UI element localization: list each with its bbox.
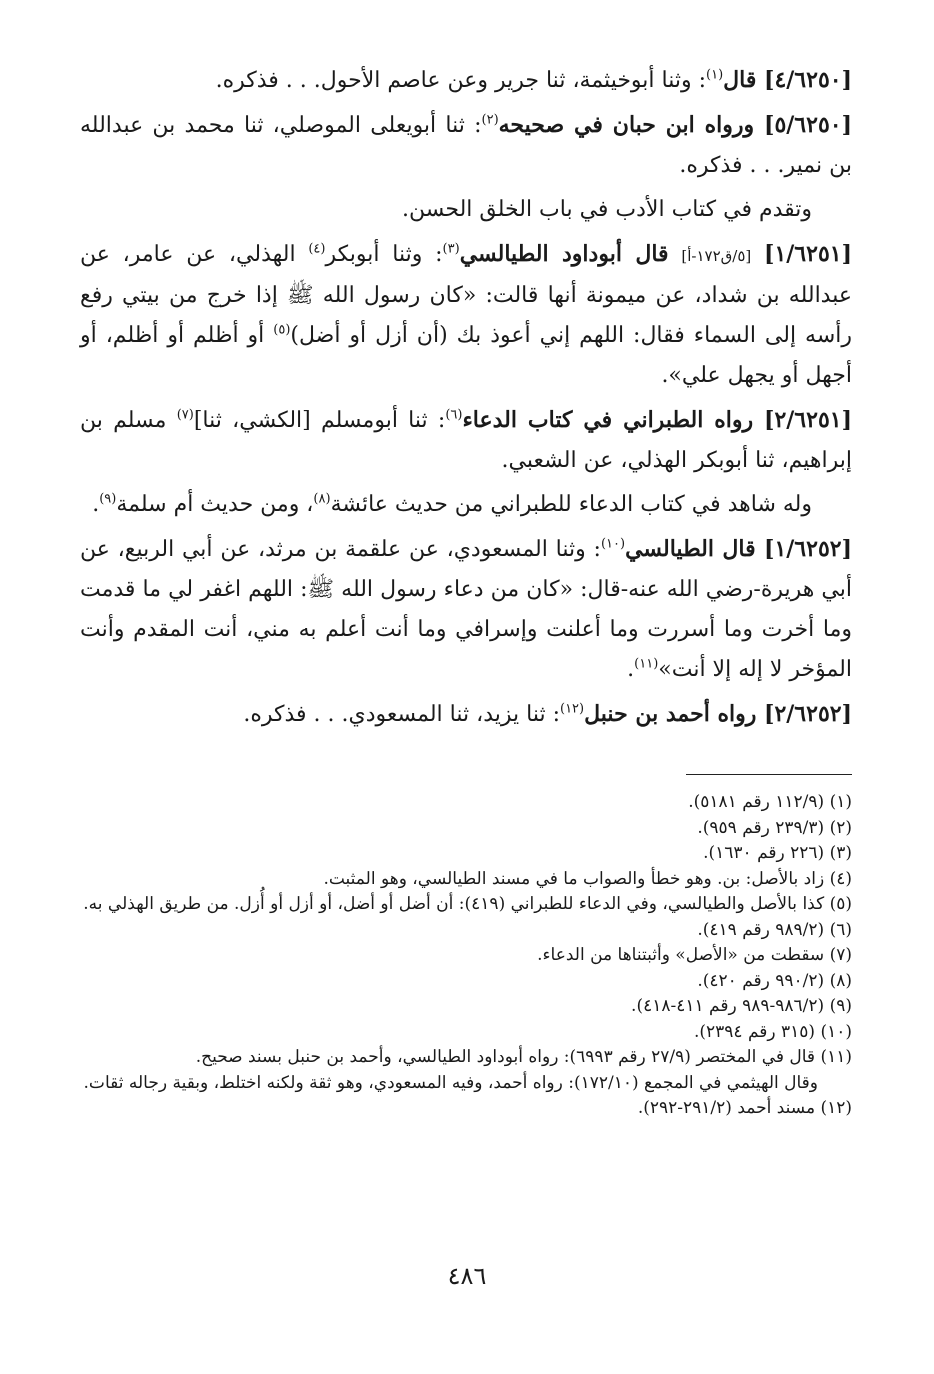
footnote-marker: (٣) [442, 241, 460, 257]
footnote: (٢) (٢٣٩/٣ رقم ٩٥٩). [697, 817, 852, 838]
hadith-reference: [٢/٦٢٥١] رواه الطبراني في كتاب الدعاء [462, 407, 852, 433]
footnote: (٣) (٢٢٦ رقم ١٦٣٠). [703, 843, 852, 863]
footnote: (٩) (٩٨٦/٢-٩٨٩ رقم ٤١١-٤١٨). [631, 996, 852, 1016]
footnote-marker: (٧) [176, 407, 194, 423]
footnote-marker: (٦) [445, 407, 463, 423]
hadith-text: أو أظلم أو أظلم، أو أجهل أو يجهل علي». [80, 323, 852, 388]
hadith-text: : ثنا أبويعلى الموصلي، ثنا محمد بن عبدالله بن نمير. . . فذكره. [80, 113, 852, 178]
footnote: (٤) زاد بالأصل: بن. وهو خطأ والصواب ما في مسند الطيالسي، وهو المثبت. [323, 868, 852, 889]
hadith-text: . [627, 657, 635, 682]
hadith-text: : وثنا أبوبكر [325, 242, 443, 267]
footnote: (٧) سقطت من «الأصل» وأثبتناها من الدعاء. [537, 945, 852, 965]
note-text: وتقدم في كتاب الأدب في باب الخلق الحسن. [402, 197, 812, 222]
footnote-separator [686, 774, 852, 775]
main-text [80, 60, 852, 739]
hadith-reference: [٥/٦٢٥٠] ورواه ابن حبان في صحيحه [498, 112, 852, 138]
footnotes [80, 790, 852, 1122]
footnote-marker: (٥) [273, 322, 291, 338]
hadith-paragraph [80, 234, 852, 396]
footnote-marker: (٤) [308, 241, 326, 257]
footnote: (١) (١١٢/٩ رقم ٥١٨١). [688, 792, 852, 812]
footnote: (١٢) مسند أحمد (٢٩١/٢-٢٩٢). [637, 1098, 852, 1118]
hadith-paragraph [80, 105, 852, 186]
hadith-reference: [٤/٦٢٥٠] قال [723, 67, 852, 93]
hadith-text: الهذلي، عن عامر، عن عبدالله بن شداد، عن ميمونة أنها قالت: «كان رسول الله ﷺ إذا خرج من بيتي رفع رأسه إلى السماء فقال: اللهم إني أعوذ بك (أن أزل أو أضل) [80, 242, 853, 348]
note-text: وله شاهد في كتاب الدعاء للطبراني من حديث عائشة [330, 492, 812, 517]
footnote-marker: (١٠) [600, 536, 626, 552]
footnote: (١١) قال في المختصر (٢٧/٩ رقم ٦٩٩٣): رواه أبوداود الطيالسي، وأحمد بن حنبل بسند صحيح. [195, 1047, 852, 1067]
footnote-marker: (١٢) [560, 701, 585, 717]
editorial-note [80, 190, 852, 230]
footnote-marker: (١) [706, 67, 724, 83]
hadith-reference: قال أبوداود الطيالسي [459, 241, 669, 267]
footnote: (٥) كذا بالأصل والطيالسي، وفي الدعاء للطبراني (٤١٩): أن أضل أو أضل، أو أزل أو أُزل. من طريق الهذلي به. [83, 894, 852, 914]
footnote-marker: (١١) [634, 656, 659, 672]
hadith-text: : وثنا أبوخيثمة، ثنا جرير وعن عاصم الأحول. . . فذكره. [215, 68, 707, 93]
hadith-reference: [٢/٦٢٥٢] رواه أحمد بن حنبل [584, 701, 852, 727]
note-text: ، ومن حديث أم سلمة [116, 492, 314, 517]
hadith-paragraph [80, 60, 852, 101]
footnote-text: وقال الهيثمي في المجمع (١٧٢/١٠): رواه أحمد، وفيه المسعودي، وهو ثقة ولكنه اختلط، وبقية رجاله ثقات. [83, 1072, 818, 1093]
footnote-marker: (٢) [481, 112, 499, 128]
hadith-reference: [١/٦٢٥٢] قال الطيالسي [625, 536, 852, 562]
hadith-text: مسلم بن إبراهيم، ثنا أبوبكر الهذلي، عن الشعبي. [80, 408, 852, 473]
page-number: ٤٨٦ [447, 1262, 487, 1290]
footnote: (١٠) (٣١٥ رقم ٢٣٩٤). [693, 1021, 852, 1042]
hadith-text: : وثنا المسعودي، عن علقمة بن مرثد، عن أبي الربيع، عن أبي هريرة-رضي الله عنه-قال: «كان من دعاء رسول الله ﷺ: اللهم اغفر لي ما قدمت وما أخرت وما أسررت وما أعلنت وإسرافي وما أنت أعلم به مني، أنت المقدم وأنت المؤخر لا إله إلا أنت» [80, 537, 852, 682]
hadith-paragraph [80, 694, 852, 735]
footnote-marker: (٨) [313, 491, 331, 507]
hadith-paragraph [80, 529, 852, 690]
note-text: . [92, 492, 100, 517]
hadith-text: : ثنا يزيد، ثنا المسعودي. . . فذكره. [243, 702, 560, 727]
footnote: (٦) (٩٨٩/٢ رقم ٤١٩). [697, 919, 852, 940]
hadith-paragraph [80, 400, 852, 481]
editorial-note [80, 485, 852, 525]
hadith-reference: [١/٦٢٥١] [764, 241, 852, 267]
manuscript-folio: [٥/ق١٧٢-أ] [681, 247, 752, 265]
footnote-continuation [80, 1071, 852, 1097]
footnote-marker: (٩) [99, 491, 117, 507]
footnote: (٨) (٩٩٠/٢ رقم ٤٢٠). [697, 970, 852, 991]
hadith-text: : ثنا أبومسلم [الكشي، ثنا] [193, 408, 446, 433]
